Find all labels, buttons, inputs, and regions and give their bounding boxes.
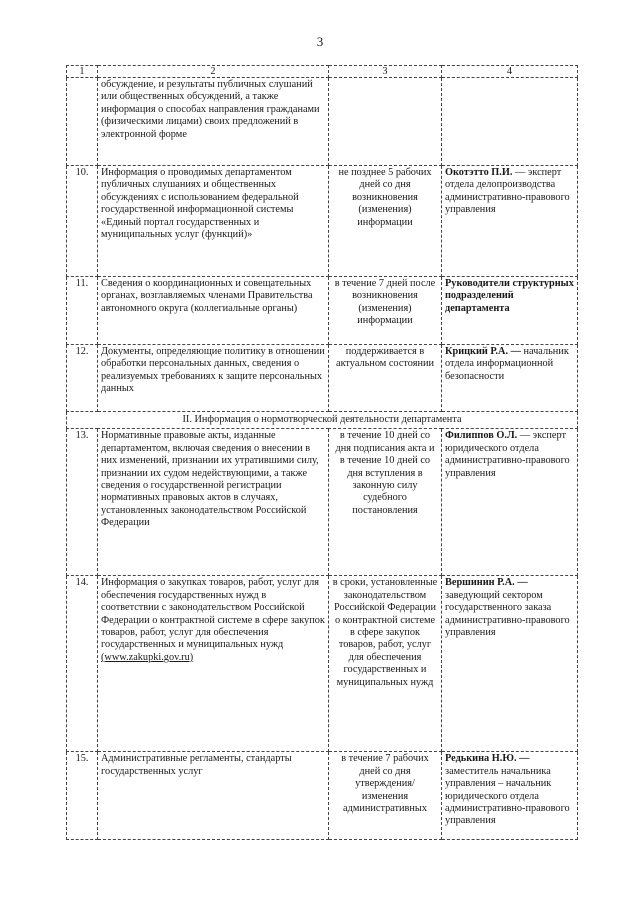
section-header-row [67, 412, 578, 429]
section-title: II. Информация о нормотворческой деятельности департамента [67, 412, 578, 429]
person-position: заместитель начальника управления – начальник юридического отдела административно-правового управления [445, 765, 570, 827]
row-responsible [442, 166, 578, 277]
row-responsible [442, 576, 578, 752]
row-deadline: в течение 7 рабочих дней со дня утверждения/изменения административных [329, 752, 442, 840]
person-name: Крицкий Р.А. — [445, 346, 521, 357]
row-responsible [442, 752, 578, 840]
row-deadline: в сроки, установленные законодательством Российской Федерации о контрактной системе в сфере закупок товаров, работ, услуг для обеспечения государственных и муниципальных нужд [329, 576, 442, 752]
table-row-13 [67, 429, 578, 576]
person-name: Вершинин Р.А. — [445, 577, 528, 589]
row-info-text: Информация о закупках товаров, работ, услуг для обеспечения государственных нужд в соответствии с законодательством Российской Федерации о контрактной системе в сфере закупок товаров, работ, услуг для обеспечения государственных и муниципальных нужд [101, 577, 325, 651]
row-info: Нормативные правовые акты, изданные департаментом, включая сведения о внесении в них изменений, признании их утратившими силу, признании их судом недействующими, а также сведения о государственной регистрации нормативных правовых актов в случаях, установленных законодательством Российской Федерации [98, 429, 329, 576]
row-info: Документы, определяющие политику в отношении обработки персональных данных, сведения о реализуемых требованиях к защите персональных данных [98, 345, 329, 412]
person-position: — эксперт отдела делопроизводства административно-правового управления [445, 167, 570, 216]
table-row-14 [67, 576, 578, 752]
row-deadline: в течение 10 дней со дня подписания акта и в течение 10 дней со дня вступления в законную силу судебного постановления [329, 429, 442, 576]
row-number: 13. [67, 429, 98, 576]
person-name: Филиппов О.Л. [445, 430, 518, 442]
information-table [66, 65, 578, 840]
row-number: 11. [67, 277, 98, 345]
table-row-12 [67, 345, 578, 412]
person-name: Руководители структурных подразделений департамента [445, 278, 574, 314]
row-responsible [442, 78, 578, 166]
header-col-2: 2 [98, 66, 329, 78]
row-number: 12. [67, 345, 98, 412]
row-responsible [442, 429, 578, 576]
zakupki-link[interactable]: (www.zakupki.gov.ru) [101, 651, 194, 663]
row-deadline [329, 78, 442, 166]
table-row-11 [67, 277, 578, 345]
person-position: — эксперт юридического отдела административно-правового управления [445, 430, 570, 479]
row-deadline: поддерживается в актуальном состоянии [329, 345, 442, 412]
person-position: начальник отдела информационной безопасности [445, 346, 569, 382]
row-responsible [442, 345, 578, 412]
header-col-4: 4 [442, 66, 578, 78]
row-info: Информация о проводимых департаментом публичных слушаниях и общественных обсуждениях с использованием федеральной государственной информационной системы «Единый портал государственных и муниципальных услуг (функций)» [98, 166, 329, 277]
person-position: заведующий сектором государственного заказа административно-правового управления [445, 589, 570, 639]
page-number: 3 [316, 34, 324, 49]
row-number [67, 78, 98, 166]
row-info: Сведения о координационных и совещательных органах, возглавляемых членами Правительства автономного округа (коллегиальные органы) [98, 277, 329, 345]
row-number: 14. [67, 576, 98, 752]
person-name: Редькина Н.Ю. — [445, 753, 530, 765]
person-name: Окотэтто П.И. [445, 167, 513, 178]
row-info [98, 576, 329, 752]
row-info: обсуждение, и результаты публичных слушаний или общественных обсуждений, а также информация о способах направления гражданами (физическими лицами) своих предложений в электронной форме [98, 78, 329, 166]
row-number: 10. [67, 166, 98, 277]
header-col-1: 1 [67, 66, 98, 78]
row-info: Административные регламенты, стандарты государственных услуг [98, 752, 329, 840]
table-row-15 [67, 752, 578, 840]
table-row-continued [67, 78, 578, 166]
row-number: 15. [67, 752, 98, 840]
row-responsible [442, 277, 578, 345]
header-col-3: 3 [329, 66, 442, 78]
row-deadline: не позднее 5 рабочих дней со дня возникновения (изменения) информации [329, 166, 442, 277]
row-deadline: в течение 7 дней после возникновения (изменения) информации [329, 277, 442, 345]
header-row [67, 66, 578, 78]
table-row-10 [67, 166, 578, 277]
